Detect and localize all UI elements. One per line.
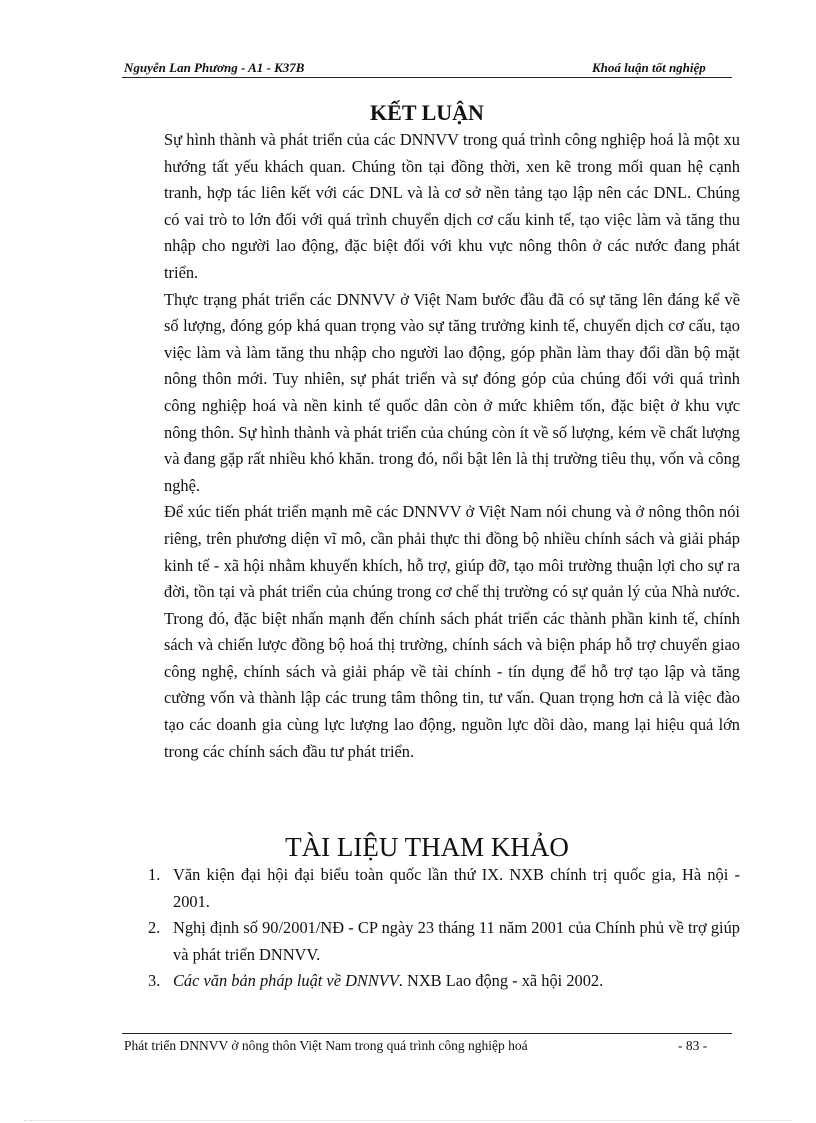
conclusion-paragraph-1: Sự hình thành và phát triển của các DNNVV trong quá trình công nghiệp hoá là một xu hướng tất yếu khách quan. Chúng tồn tại đồng thời, xen kẽ trong mối quan hệ cạnh tranh, hợp tác liên kết với các DNL và là cơ sở nền tảng tạo lập nên các DNL. Chúng có vai trò to lớn đối với quá trình chuyển dịch cơ cấu kinh tế, tạo việc làm và tăng thu nhập cho người lao động, đặc biệt đối với khu vực nông thôn ở các nước đang phát triển. <box>164 130 740 282</box>
footer-title: Phát triển DNNVV ở nông thôn Việt Nam trong quá trình công nghiệp hoá <box>124 1038 528 1053</box>
reference-text: Văn kiện đại hội đại biểu toàn quốc lần thứ IX. NXB chính trị quốc gia, Hà nội - 2001. <box>173 865 740 911</box>
reference-text: . NXB Lao động - xã hội 2002. <box>398 971 604 991</box>
reference-number: 2. <box>148 918 161 938</box>
page-number: - 83 - <box>678 1038 708 1053</box>
references-title: TÀI LIỆU THAM KHẢO <box>285 832 569 862</box>
reference-item <box>148 862 740 915</box>
conclusion-body <box>164 127 740 765</box>
footer-divider <box>122 1033 732 1034</box>
reference-number: 1. <box>148 865 161 884</box>
page-edge-dots <box>24 1120 792 1121</box>
reference-item <box>148 915 740 968</box>
reference-italic-title: Các văn bản pháp luật về DNNVV <box>173 971 399 991</box>
conclusion-title: KẾT LUẬN <box>370 100 484 125</box>
reference-item <box>148 968 740 995</box>
header-doc-type: Khoá luận tốt nghiệp <box>592 60 706 75</box>
reference-number: 3. <box>148 971 161 991</box>
conclusion-paragraph-2: Thực trạng phát triển các DNNVV ở Việt Nam bước đầu đã có sự tăng lên đáng kể về số lượng, đóng góp khá quan trọng vào sự tăng trưởng kinh tế, chuyển dịch cơ cấu, tạo việc làm và làm tăng thu nhập cho người lao động, góp phần làm thay đổi dần bộ mặt nông thôn mới. Tuy nhiên, sự phát triển và sự đóng góp của chúng đối với quá trình công nghiệp hoá và nền kinh tế quốc dân còn ở mức khiêm tốn, đặc biệt ở khu vực nông thôn. Sự hình thành và phát triển của chúng còn ít về số lượng, kém về chất lượng và đang gặp rất nhiều khó khăn. trong đó, nổi bật lên là thị trường tiêu thụ, vốn và công nghệ. <box>164 289 740 495</box>
reference-text: Nghị định số 90/2001/NĐ - CP ngày 23 tháng 11 năm 2001 của Chính phủ về trợ giúp và phát triển DNNVV. <box>173 918 740 964</box>
header-author: Nguyễn Lan Phương - A1 - K37B <box>124 60 305 75</box>
header-divider <box>122 77 732 78</box>
references-list <box>148 862 740 995</box>
conclusion-paragraph-3: Để xúc tiến phát triển mạnh mẽ các DNNVV ở Việt Nam nói chung và ở nông thôn nói riêng, trên phương diện vĩ mô, cần phải thực thi đồng bộ nhiều chính sách và giải pháp kinh tế - xã hội nhằm khuyến khích, hỗ trợ, giúp đỡ, tạo môi trường thuận lợi cho sự ra đời, tồn tại và phát triển của chúng trong cơ chế thị trường có sự quản lý của Nhà nước. Trong đó, đặc biệt nhấn mạnh đến chính sách phát triển các thành phần kinh tế, chính sách và chiến lược đồng bộ hoá thị trường, chính sách và biện pháp hỗ trợ chuyển giao công nghệ, chính sách và giải pháp về tài chính - tín dụng để hỗ trợ tạo lập và tăng cường vốn và thành lập các trung tâm thông tin, tư vấn. Quan trọng hơn cả là việc đào tạo các doanh gia cùng lực lượng lao động, nguồn lực dồi dào, mang lại hiệu quả lớn trong các chính sách đầu tư phát triển. <box>164 502 740 761</box>
